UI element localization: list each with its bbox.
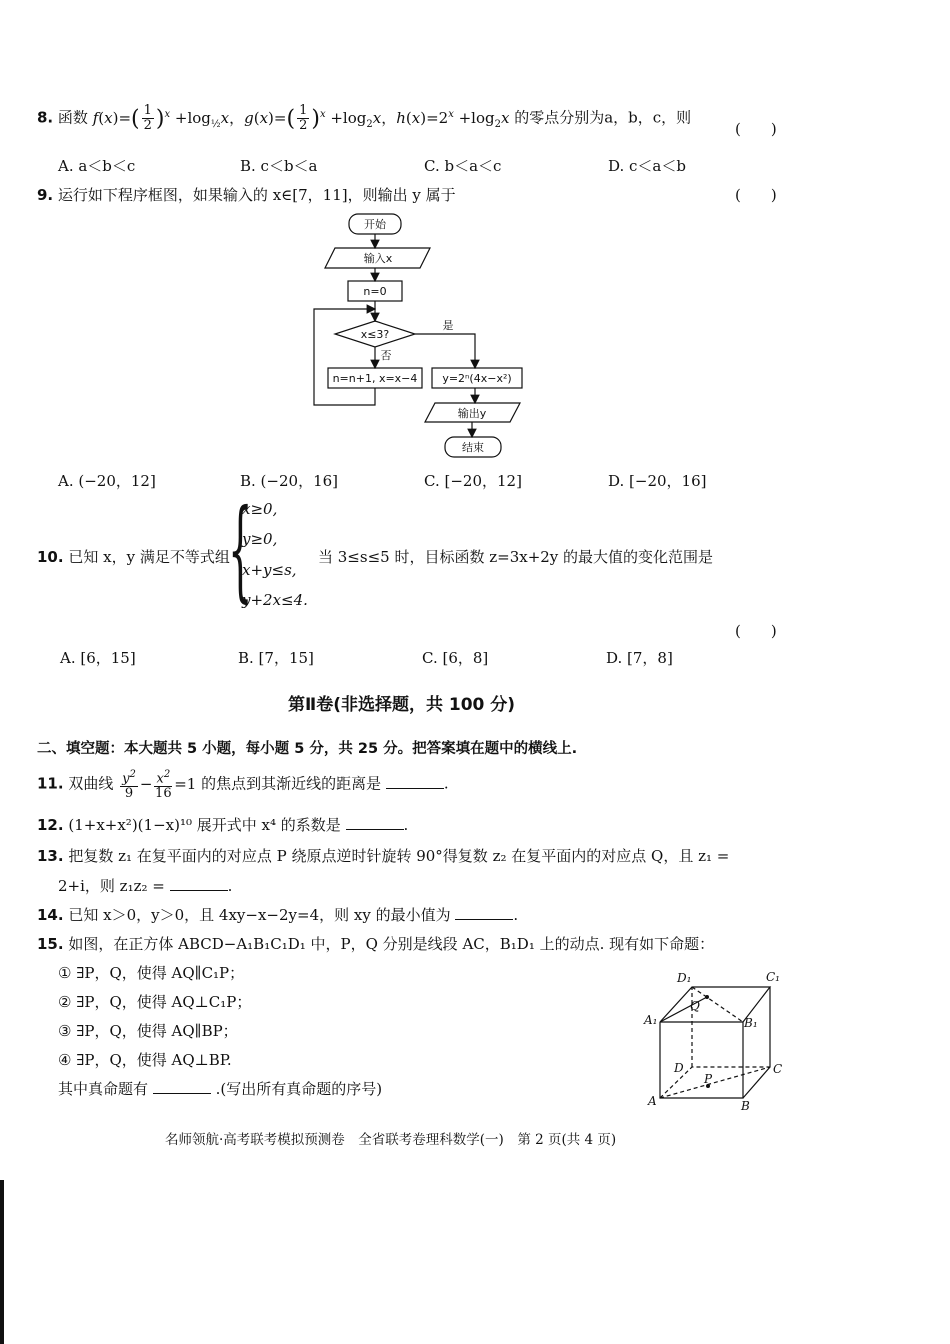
question-number: 13. [37, 847, 64, 865]
answer-blank: ( ) [735, 120, 777, 138]
flow-init-text: n=0 [363, 285, 387, 298]
system-line-3: x+y≤s, [242, 561, 297, 579]
question-stem-pre: 双曲线 [68, 774, 114, 793]
proposition-2: ② ∃P，Q，使得 AQ⊥C₁P； [58, 993, 252, 1011]
question-stem: (1+x+x²)(1−x)¹⁰ 展开式中 x⁴ 的系数是 [68, 816, 341, 834]
label-b: B [741, 1099, 750, 1113]
page-footer: 名师领航·高考联考模拟预测卷 全省联考卷理科数学(一) 第 2 页(共 4 页) [165, 1132, 617, 1148]
option-c: C. [−20，12] [424, 472, 522, 490]
label-a: A [648, 1094, 657, 1108]
question-stem-post: 的焦点到其渐近线的距离是 [201, 774, 382, 793]
question-stem-post: 的零点分别为a，b，c，则 [514, 108, 692, 127]
flow-start-text: 开始 [364, 218, 386, 231]
option-d: D. c＜a＜b [608, 157, 686, 175]
question-stem: 已知 x＞0，y＞0，且 4xy−x−2y=4，则 xy 的最小值为 [68, 906, 451, 924]
question-number: 10. [37, 548, 64, 566]
system-brace: { [228, 485, 253, 613]
label-d: D [674, 1061, 684, 1075]
period: . [403, 816, 409, 834]
period: . [443, 774, 449, 793]
proposition-1: ① ∃P，Q，使得 AQ∥C₁P； [58, 964, 245, 982]
option-c: C. b＜a＜c [424, 157, 502, 175]
flow-condition-text: x≤3? [360, 328, 390, 341]
flow-no-label: 否 [380, 349, 392, 362]
option-d: D. [7，8] [606, 649, 673, 667]
point-q [705, 995, 709, 999]
question-stem-pre: 已知 x，y 满足不等式组 [68, 548, 230, 566]
label-q: Q [690, 999, 700, 1013]
cube-figure [640, 965, 790, 1115]
question-stem-line-2: 2+i，则 z₁z₂ = [58, 877, 165, 895]
flow-input-text: 输入x [363, 252, 393, 265]
answer-line[interactable] [153, 1081, 211, 1094]
question-stem-post: 当 3≤s≤5 时，目标函数 z=3x+2y 的最大值的变化范围是 [318, 548, 714, 566]
question-number: 8. [37, 108, 54, 127]
scan-edge [0, 1180, 4, 1344]
question-number: 9. [37, 186, 54, 204]
system-line-2: y≥0, [242, 530, 278, 548]
answer-line[interactable] [346, 817, 404, 830]
answer-line[interactable] [170, 878, 228, 891]
flow-end-text: 结束 [462, 441, 484, 454]
question-stem-pre: 函数 [57, 108, 88, 127]
label-a1: A₁ [644, 1013, 658, 1027]
question-13-line-2 [58, 875, 232, 896]
answer-line[interactable] [386, 776, 444, 789]
question-stem: 运行如下程序框图，如果输入的 x∈[7，11]，则输出 y 属于 [57, 186, 456, 204]
period: . [513, 906, 519, 924]
answer-note: .(写出所有真命题的序号) [215, 1080, 383, 1098]
period: . [227, 877, 233, 895]
flow-loop-text: n=n+1, x=x−4 [332, 372, 418, 385]
question-number: 15. [37, 935, 64, 953]
option-c: C. [6，8] [422, 649, 489, 667]
flow-yes-label: 是 [442, 319, 454, 332]
option-a: A. (−20，12] [58, 472, 156, 490]
label-b1: B₁ [744, 1016, 758, 1030]
label-p: P [704, 1072, 713, 1086]
question-10 [37, 546, 230, 567]
answer-blank: ( ) [735, 186, 777, 204]
question-stem-line-1: 把复数 z₁ 在复平面内的对应点 P 绕原点逆时针旋转 90°得复数 z₂ 在复平面内的对应点 Q，且 z₁ = [68, 847, 730, 865]
question-14 [37, 904, 518, 925]
option-a: A. [6，15] [60, 649, 136, 667]
question-number: 11. [37, 774, 64, 793]
system-line-1: x≥0, [242, 500, 278, 518]
option-b: B. (−20，16] [240, 472, 339, 490]
question-15 [37, 933, 714, 954]
question-15-answer [58, 1078, 382, 1099]
function-definitions: f(x)=( $\frac{1}{2}$ )$^x +\log_{\frac{1}{2}}x$，g(x)=( $\frac{1}{2}$ )$^x +\log_2x$，$h(x)=2^x +\log_2x$ [92, 103, 510, 133]
label-c1: C₁ [766, 970, 780, 984]
question-13 [37, 845, 729, 866]
question-number: 12. [37, 816, 64, 834]
proposition-3: ③ ∃P，Q，使得 AQ∥BP； [58, 1022, 238, 1040]
answer-line[interactable] [455, 907, 513, 920]
label-c: C [773, 1062, 783, 1076]
flowchart [300, 208, 540, 463]
question-8 [37, 104, 691, 133]
question-stem: 如图，在正方体 ABCD−A₁B₁C₁D₁ 中，P，Q 分别是线段 AC，B₁D₁ 上的动点. 现有如下命题： [68, 935, 715, 953]
question-11 [37, 768, 449, 801]
label-d1: D₁ [677, 971, 692, 985]
option-b: B. [7，15] [238, 649, 314, 667]
question-9 [37, 184, 456, 205]
option-b: B. c＜b＜a [240, 157, 318, 175]
question-12 [37, 814, 408, 835]
hyperbola-equation: $\frac{y^2}{9}$ − $\frac{x^2}{16}$ =1 [122, 769, 197, 802]
flow-output-text: 输出y [457, 407, 487, 420]
answer-blank: ( ) [735, 622, 777, 640]
system-line-4: y+2x≤4. [242, 591, 308, 609]
option-d: D. [−20，16] [608, 472, 707, 490]
section-heading: 二、填空题：本大题共 5 小题，每小题 5 分，共 25 分。把答案填在题中的横线上. [37, 741, 578, 757]
answer-prompt: 其中真命题有 [58, 1080, 149, 1098]
part-title: 第Ⅱ卷(非选择题，共 100 分) [288, 695, 516, 715]
proposition-4: ④ ∃P，Q，使得 AQ⊥BP. [58, 1051, 232, 1069]
question-number: 14. [37, 906, 64, 924]
option-a: A. a＜b＜c [58, 157, 136, 175]
flow-calc-text: y=2ⁿ(4x−x²) [442, 372, 512, 385]
